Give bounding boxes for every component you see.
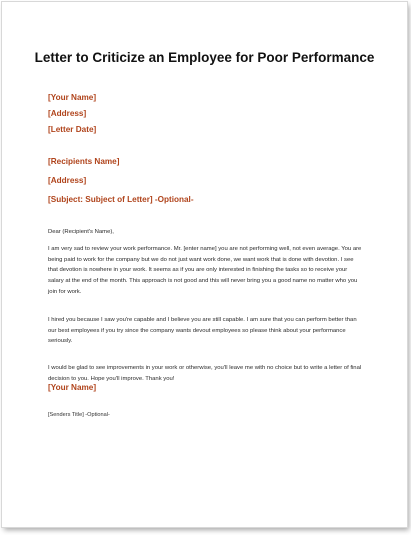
recipient-block <box>48 152 367 209</box>
sender-title: [Senders Title] -Optional- <box>48 412 110 418</box>
sender-block <box>48 90 367 138</box>
document-title: Letter to Criticize an Employee for Poor Performance <box>34 50 375 65</box>
letter-page <box>2 2 407 527</box>
body-paragraph-2: I hired you because I saw you're capable and I believe you are still capable. I am sure that you can perform better than our best employees if you try since the company wants devout employees so please think about your performance seriously. <box>48 317 357 345</box>
salutation: Dear (Recipient's Name), <box>48 229 114 235</box>
sender-name: [Your Name] <box>48 93 97 102</box>
body-paragraph-1: I am very sad to review your work performance. Mr. [enter name] you are not performing well, not even average. You are being paid to work for the company but we do not just want work done, we want work that is done with devotion. I see that devotion is nowhere in your work. It seems as if you are only interested in finishing the tasks so to receive your salary at the end of the month. This approach is not good and this will never bring you a good name no matter who you join for work. <box>48 246 362 295</box>
letter-date: [Letter Date] <box>48 125 97 134</box>
recipient-address: [Address] <box>48 176 87 185</box>
letter-subject: [Subject: Subject of Letter] -Optional- <box>48 195 194 204</box>
sender-address: [Address] <box>48 109 87 118</box>
body-paragraph-3: I would be glad to see improvements in your work or otherwise, you'll leave me with no choice but to write a letter of final decision to you. Hope you'll improve. Thank you! <box>48 365 362 382</box>
recipient-name: [Recipients Name] <box>48 157 120 166</box>
closing-name: [Your Name] <box>48 383 97 392</box>
